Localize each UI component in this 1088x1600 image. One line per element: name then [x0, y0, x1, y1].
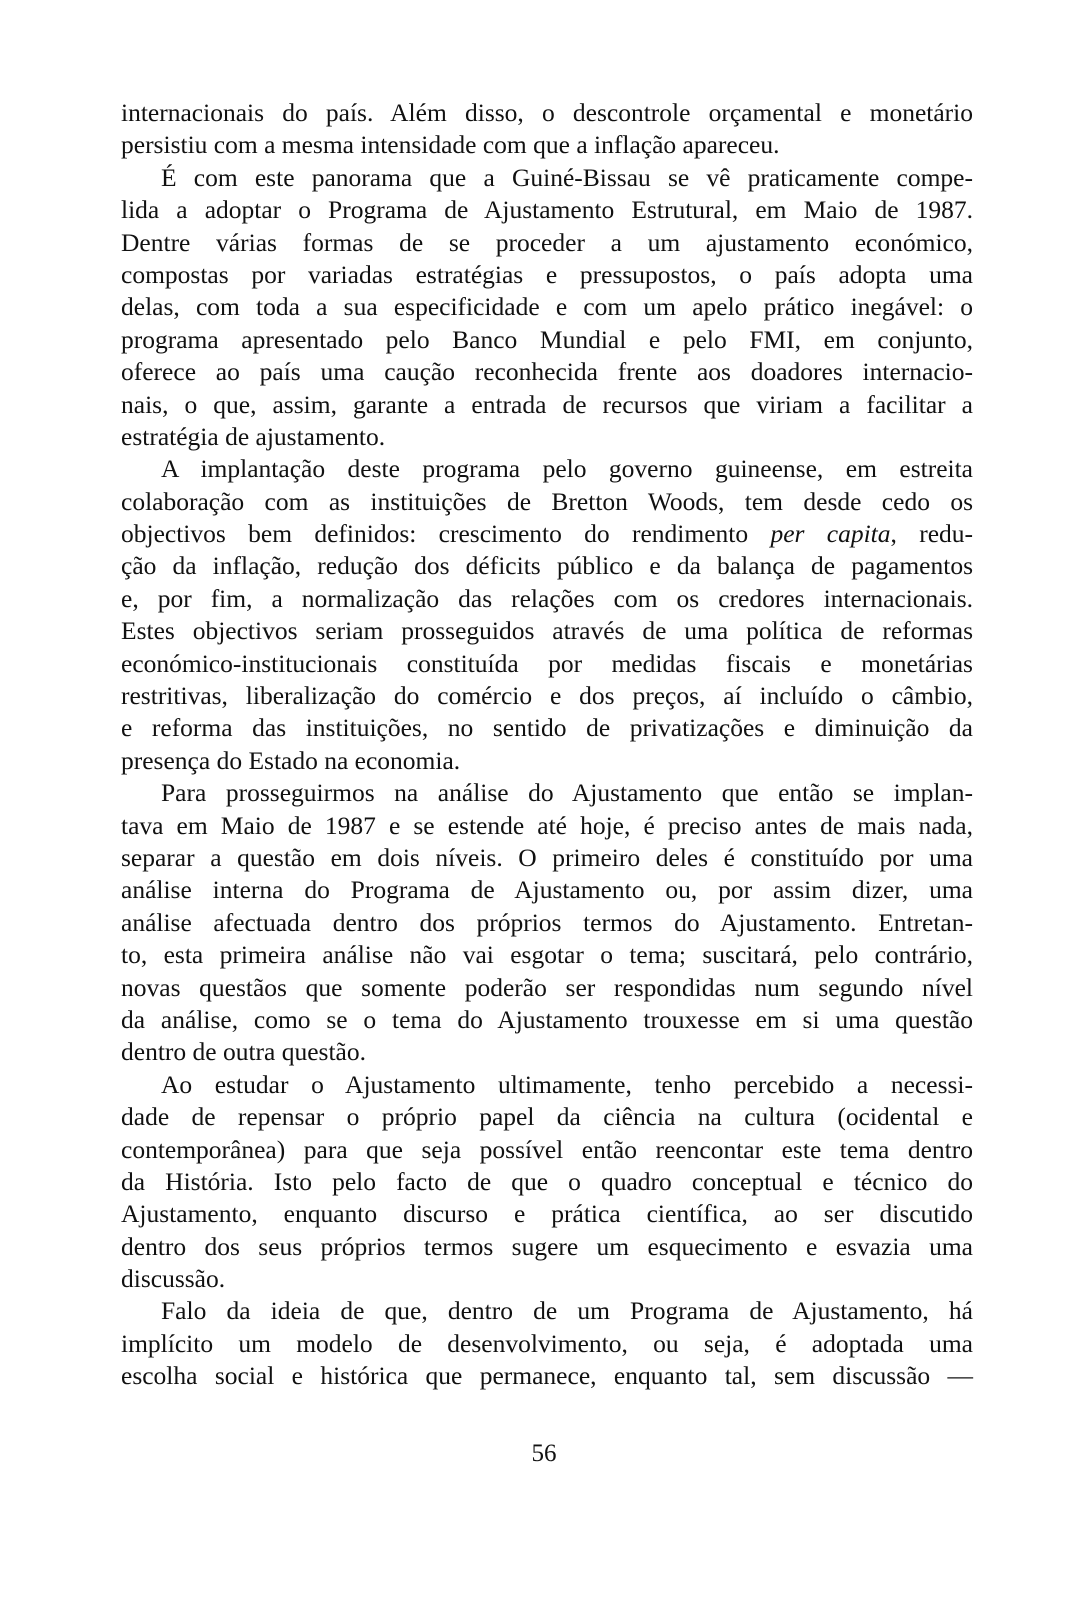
text-segment: objectivos bem definidos: crescimento do rendimento	[121, 519, 771, 549]
text-line: e, por fim, a normalização das relações com os credores internacionais.	[121, 583, 973, 613]
text-line: da análise, como se o tema do Ajustamento trouxesse em si uma questão	[121, 1004, 973, 1034]
text-line: análise afectuada dentro dos próprios termos do Ajustamento. Entretan-	[121, 907, 973, 937]
text-line: presença do Estado na economia.	[121, 745, 461, 775]
text-line: dade de repensar o próprio papel da ciência na cultura (ocidental e	[121, 1102, 973, 1132]
text-line: nais, o que, assim, garante a entrada de recursos que viriam a facilitar a	[121, 389, 973, 419]
text-line: Ao estudar o Ajustamento ultimamente, tenho percebido a necessi-	[161, 1069, 973, 1099]
text-line: colaboração com as instituições de Bretton Woods, tem desde cedo os	[121, 486, 973, 516]
text-line: análise interna do Programa de Ajustamento ou, por assim dizer, uma	[121, 875, 973, 905]
text-line: contemporânea) para que seja possível então reencontar este tema dentro	[121, 1134, 973, 1164]
text-line: persistiu com a mesma intensidade com que a inflação apareceu.	[121, 130, 780, 160]
text-line: separar a questão em dois níveis. O primeiro deles é constituído por uma	[121, 842, 973, 872]
text-line: restritivas, liberalização do comércio e dos preços, aí incluído o câmbio,	[121, 681, 973, 711]
text-line: discussão.	[121, 1264, 226, 1294]
text-line: lida a adoptar o Programa de Ajustamento Estrutural, em Maio de 1987.	[121, 195, 973, 225]
text-line: Falo da ideia de que, dentro de um Programa de Ajustamento, há	[161, 1296, 973, 1326]
text-line: dentro dos seus próprios termos sugere um esquecimento e esvazia uma	[121, 1231, 973, 1261]
text-line: É com este panorama que a Guiné-Bissau se vê praticamente compe-	[161, 162, 973, 192]
text-line: estratégia de ajustamento.	[121, 421, 386, 451]
text-line: escolha social e histórica que permanece, enquanto tal, sem discussão —	[121, 1361, 973, 1391]
text-segment: , redu-	[890, 519, 974, 549]
text-line: oferece ao país uma caução reconhecida frente aos doadores internacio-	[121, 357, 973, 387]
text-line: compostas por variadas estratégias e pressupostos, o país adopta uma	[121, 259, 973, 289]
page-number: 56	[531, 1440, 557, 1467]
text-line: ção da inflação, redução dos déficits público e da balança de pagamentos	[121, 551, 973, 581]
text-line: tava em Maio de 1987 e se estende até hoje, é preciso antes de mais nada,	[121, 810, 973, 840]
text-line: económico-institucionais constituída por medidas fiscais e monetárias	[121, 648, 973, 678]
text-line: da História. Isto pelo facto de que o quadro conceptual e técnico do	[121, 1166, 973, 1196]
text-line: Para prosseguirmos na análise do Ajustamento que então se implan-	[161, 778, 973, 808]
text-line: internacionais do país. Além disso, o descontrole orçamental e monetário	[121, 98, 973, 127]
italic-term: per capita	[770, 519, 891, 549]
text-line: Estes objectivos seriam prosseguidos através de uma política de reformas	[121, 616, 973, 646]
text-line: delas, com toda a sua especificidade e com um apelo prático inegável: o	[121, 292, 973, 322]
text-line: programa apresentado pelo Banco Mundial e pelo FMI, em conjunto,	[121, 324, 973, 354]
text-line: to, esta primeira análise não vai esgotar o tema; suscitará, pelo contrário,	[121, 940, 973, 970]
text-line: A implantação deste programa pelo governo guineense, em estreita	[161, 454, 973, 484]
text-line: Dentre várias formas de se proceder a um ajustamento económico,	[121, 227, 973, 257]
text-line	[121, 518, 973, 550]
text-line: e reforma das instituições, no sentido de privatizações e diminuição da	[121, 713, 973, 743]
text-line: dentro de outra questão.	[121, 1037, 367, 1067]
text-line: Ajustamento, enquanto discurso e prática científica, ao ser discutido	[121, 1199, 973, 1229]
text-line: implícito um modelo de desenvolvimento, ou seja, é adoptada uma	[121, 1328, 973, 1358]
text-line: novas questãos que somente poderão ser respondidas num segundo nível	[121, 972, 973, 1002]
body-text	[121, 97, 973, 1393]
